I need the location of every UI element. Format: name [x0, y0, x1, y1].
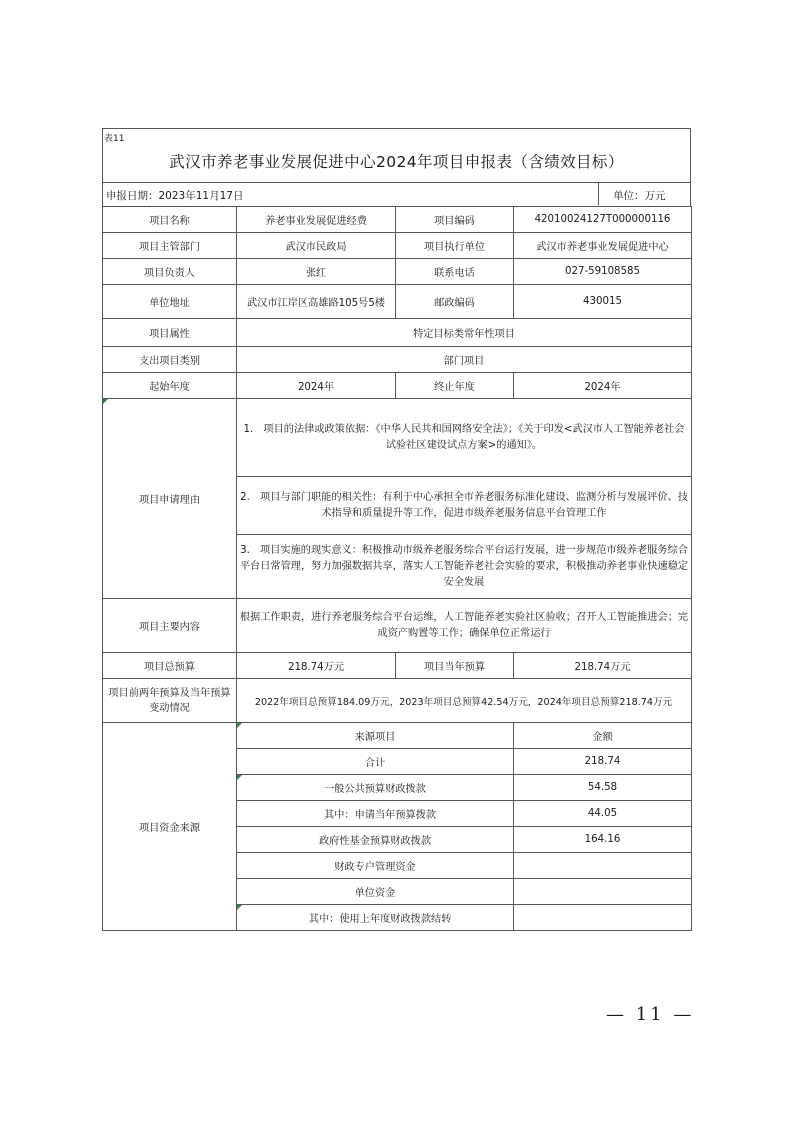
fund-amount: 44.05: [514, 801, 692, 827]
current-label: 项目当年预算: [396, 653, 514, 679]
start-label: 起始年度: [103, 373, 237, 399]
table-row: [103, 319, 692, 347]
table-row: [103, 233, 692, 259]
table-row: [103, 599, 692, 653]
phone-value: 027-59108585: [514, 259, 692, 285]
total-value: 218.74万元: [237, 653, 396, 679]
fund-source: 财政专户管理资金: [237, 853, 514, 879]
table-row: [103, 399, 692, 477]
current-value: 218.74万元: [514, 653, 692, 679]
fund-amount: 218.74: [514, 749, 692, 775]
type-label: 支出项目类别: [103, 347, 237, 373]
exec-value: 武汉市养老事业发展促进中心: [514, 233, 692, 259]
table-row: [103, 653, 692, 679]
change-label: 项目前两年预算及当年预算变动情况: [103, 679, 237, 723]
dept-value: 武汉市民政局: [237, 233, 396, 259]
end-label: 终止年度: [396, 373, 514, 399]
attr-label: 项目属性: [103, 319, 237, 347]
unit-label: 单位：万元: [598, 183, 690, 205]
code-label: 项目编码: [396, 207, 514, 233]
reason-3: 3. 项目实施的现实意义：积极推动市级养老服务综合平台运行发展，进一步规范市级养老服务综合平台日常管理，努力加强数据共享，落实人工智能养老社会实验的要求，积极推动养老事业快速稳定安全发展: [237, 535, 692, 599]
reason-label: 项目申请理由: [103, 399, 237, 599]
start-value: 2024年: [237, 373, 396, 399]
fund-source: 其中：使用上年度财政拨款结转: [237, 905, 514, 931]
fund-source: 政府性基金预算财政拨款: [237, 827, 514, 853]
fund-head-amount: 金额: [514, 723, 692, 749]
content-label: 项目主要内容: [103, 599, 237, 653]
page-number: — 11 —: [606, 1004, 695, 1025]
table-row: [103, 679, 692, 723]
person-value: 张红: [237, 259, 396, 285]
table-tag: 表11: [104, 134, 125, 144]
fund-amount: [514, 853, 692, 879]
dept-label: 项目主管部门: [103, 233, 237, 259]
addr-label: 单位地址: [103, 285, 237, 319]
zip-label: 邮政编码: [396, 285, 514, 319]
fund-amount: 54.58: [514, 775, 692, 801]
page-title: 武汉市养老事业发展促进中心2024年项目申报表（含绩效目标）: [169, 153, 624, 171]
reason-2: 2. 项目与部门职能的相关性：有利于中心承担全市养老服务标准化建设、监测分析与发展评价、技术指导和质量提升等工作，促进市级养老服务信息平台管理工作: [237, 477, 692, 535]
project-table: [102, 206, 692, 931]
date-row: [102, 182, 691, 206]
content-value: 根据工作职责，进行养老服务综合平台运维，人工智能养老实验社区验收；召开人工智能推进会；完成资产购置等工作；确保单位正常运行: [237, 599, 692, 653]
exec-label: 项目执行单位: [396, 233, 514, 259]
person-label: 项目负责人: [103, 259, 237, 285]
phone-label: 联系电话: [396, 259, 514, 285]
end-value: 2024年: [514, 373, 692, 399]
fund-source: 其中：申请当年预算拨款: [237, 801, 514, 827]
type-value: 部门项目: [237, 347, 692, 373]
fund-source: 合计: [237, 749, 514, 775]
change-value: 2022年项目总预算184.09万元，2023年项目总预算42.54万元，2024年项目总预算218.74万元: [237, 679, 692, 723]
fund-source: 单位资金: [237, 879, 514, 905]
report-date: 申报日期：2023年11月17日: [106, 190, 244, 202]
fund-label: 项目资金来源: [103, 723, 237, 931]
table-row: [103, 347, 692, 373]
attr-value: 特定目标类常年性项目: [237, 319, 692, 347]
table-row: [103, 285, 692, 319]
name-label: 项目名称: [103, 207, 237, 233]
zip-value: 430015: [514, 285, 692, 319]
fund-amount: [514, 879, 692, 905]
table-row: [103, 373, 692, 399]
fund-head-source: 来源项目: [237, 723, 514, 749]
reason-1: 1. 项目的法律或政策依据：《中华人民共和国网络安全法》；《关于印发<武汉市人工智能养老社会试验社区建设试点方案>的通知》。: [237, 399, 692, 477]
fund-amount: 164.16: [514, 827, 692, 853]
name-value: 养老事业发展促进经费: [237, 207, 396, 233]
addr-value: 武汉市江岸区高雄路105号5楼: [237, 285, 396, 319]
table-row: [103, 259, 692, 285]
table-row: [103, 207, 692, 233]
table-row: [103, 723, 692, 749]
fund-source: 一般公共预算财政拨款: [237, 775, 514, 801]
fund-amount: [514, 905, 692, 931]
code-value: 42010024127T000000116: [514, 207, 692, 233]
total-label: 项目总预算: [103, 653, 237, 679]
